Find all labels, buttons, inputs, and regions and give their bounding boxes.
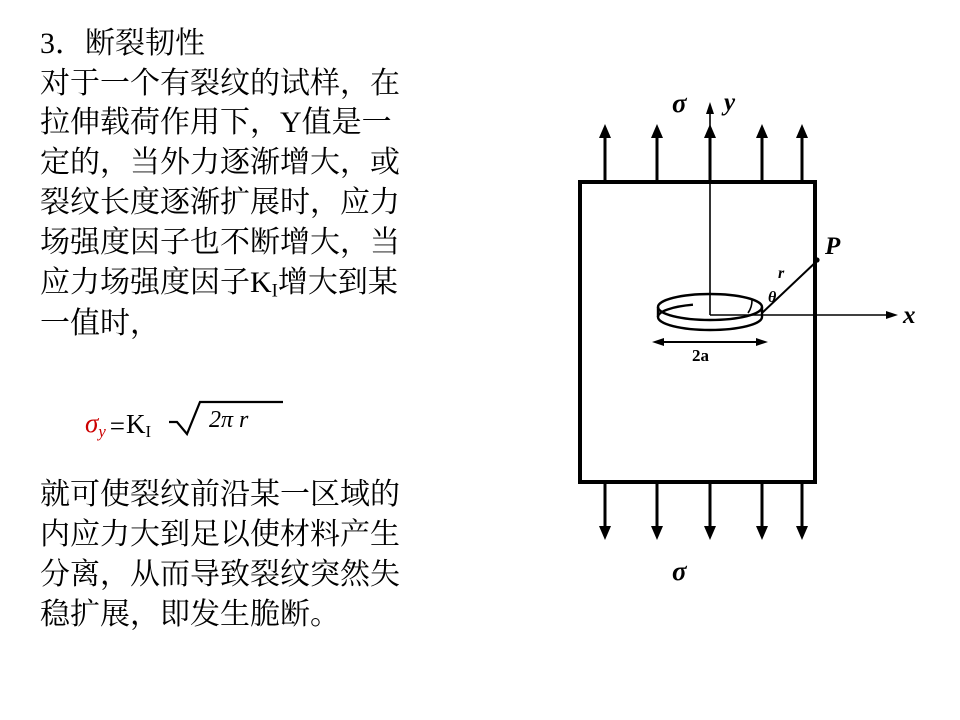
equals-sign: = — [109, 411, 125, 441]
body-line: 对于一个有裂纹的试样，在 — [40, 66, 400, 100]
crack-width-dimension — [652, 338, 768, 365]
body-line: 稳扩展，即发生脆断。 — [40, 597, 340, 631]
body-line: 就可使裂纹前沿某一区域的 — [40, 478, 400, 511]
body-line-with-subscript — [40, 263, 500, 304]
body-line: 分离，从而导致裂纹突然失 — [40, 557, 400, 591]
x-axis-label: x — [903, 302, 916, 329]
square-root-term — [167, 394, 287, 446]
body-line-text: 应力场强度因子K — [40, 266, 272, 300]
sigma-subscript: y — [98, 422, 106, 441]
k-subscript: I — [271, 280, 278, 302]
body-paragraph-2 — [40, 475, 500, 635]
radicand-text: 2π r — [209, 407, 249, 433]
k-glyph: K — [126, 408, 146, 439]
sqrt-svg — [167, 394, 287, 438]
page-title: 3．断裂韧性 — [40, 27, 205, 60]
radius-label: r — [778, 265, 785, 282]
body-line: 定的，当外力逐渐增大，或 — [40, 146, 400, 180]
crack-width-label: 2a — [692, 346, 709, 365]
specimen-body — [580, 182, 815, 482]
top-stress-arrows — [599, 124, 808, 182]
point-p-dot — [814, 257, 819, 262]
angle-arc — [748, 300, 752, 313]
k-subscript-formula: I — [145, 422, 152, 441]
sigma-symbol — [85, 408, 106, 442]
body-line-text-tail: 增大到某 — [277, 266, 398, 300]
crack-stress-diagram — [520, 70, 940, 630]
point-p-label: P — [825, 233, 841, 260]
y-axis-label: y — [724, 89, 736, 116]
body-line: 拉伸载荷作用下，Y值是一 — [40, 106, 392, 140]
stress-bottom-label: σ — [672, 556, 687, 586]
stress-top-label: σ — [672, 88, 687, 118]
body-line: 内应力大到足以使材料产生 — [40, 517, 400, 551]
text-column-lower — [40, 475, 500, 635]
body-paragraph-1 — [40, 64, 500, 345]
angle-label: θ — [768, 289, 777, 306]
body-line: 一值时， — [40, 307, 160, 341]
k-term — [126, 409, 151, 442]
formula-sigma-y — [85, 392, 287, 442]
bottom-stress-arrows — [599, 482, 808, 540]
sigma-glyph: σ — [85, 407, 99, 438]
body-line: 裂纹长度逐渐扩展时，应力 — [40, 186, 400, 220]
body-line: 场强度因子也不断增大，当 — [40, 226, 400, 260]
figure-svg — [520, 70, 940, 630]
text-column — [40, 24, 500, 344]
